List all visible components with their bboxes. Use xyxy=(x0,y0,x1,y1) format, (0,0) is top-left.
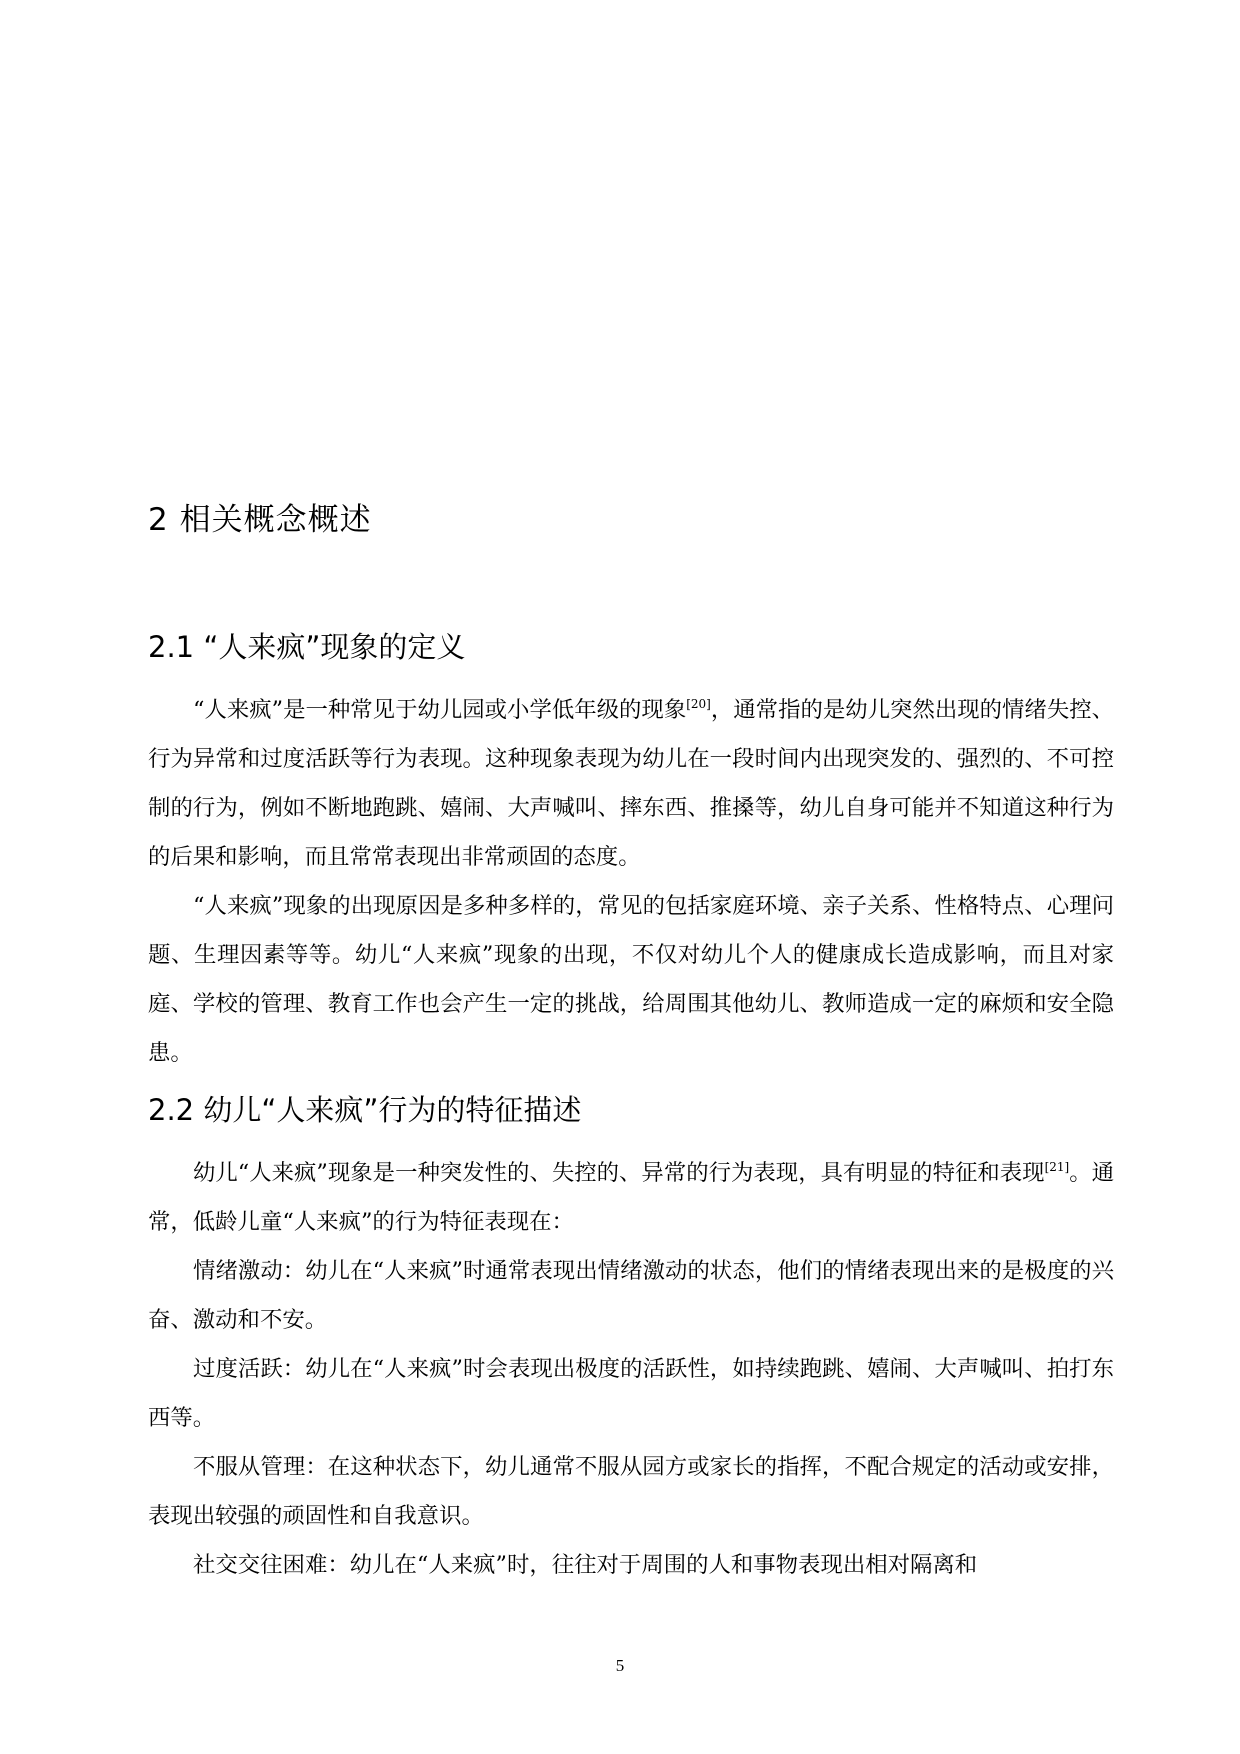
paragraph-text: ，通常指的是幼儿突然出现的情绪失控、行为异常和过度活跃等行为表现。这种现象表现为幼儿在一段时间内出现突发的、强烈的、不可控制的行为，例如不断地跑跳、嬉闹、大声喊叫、摔东西、推搡等，幼儿自身可能并不知道这种行为的后果和影响，而且常常表现出非常顽固的态度。 xyxy=(148,697,1115,870)
paragraph-noncompliance: 不服从管理：在这种状态下，幼儿通常不服从园方或家长的指挥，不配合规定的活动或安排，表现出较强的顽固性和自我意识。 xyxy=(148,1454,1114,1529)
paragraph-text: 幼儿“人来疯”现象是一种突发性的、失控的、异常的行为表现，具有明显的特征和表现 xyxy=(193,1160,1045,1186)
paragraph-text: “人来疯”是一种常见于幼儿园或小学低年级的现象 xyxy=(193,697,687,723)
paragraph-text: 。通常，低龄儿童“人来疯”的行为特征表现在： xyxy=(148,1160,1114,1235)
paragraph-hyperactivity: 过度活跃：幼儿在“人来疯”时会表现出极度的活跃性，如持续跑跳、嬉闹、大声喊叫、拍打东西等。 xyxy=(148,1356,1114,1431)
citation-ref: [21] xyxy=(1044,1160,1070,1174)
paragraph-characteristics-intro xyxy=(148,1149,1114,1247)
chapter-heading: 2 相关概念概述 xyxy=(148,502,372,538)
citation-ref: [20] xyxy=(686,697,711,711)
paragraph-emotional-agitation: 情绪激动：幼儿在“人来疯”时通常表现出情绪激动的状态，他们的情绪表现出来的是极度的兴奋、激动和不安。 xyxy=(148,1258,1114,1333)
page-number: 5 xyxy=(615,1656,625,1675)
section-heading-2-2: 2.2 幼儿“人来疯”行为的特征描述 xyxy=(148,1093,582,1127)
paragraph-social-difficulty: 社交交往困难：幼儿在“人来疯”时，往往对于周围的人和事物表现出相对隔离和 xyxy=(193,1552,978,1578)
paragraph-causes: “人来疯”现象的出现原因是多种多样的，常见的包括家庭环境、亲子关系、性格特点、心理问题、生理因素等等。幼儿“人来疯”现象的出现，不仅对幼儿个人的健康成长造成影响，而且对家庭、学校的管理、教育工作也会产生一定的挑战，给周围其他幼儿、教师造成一定的麻烦和安全隐患。 xyxy=(148,893,1114,1066)
section-heading-2-1: 2.1 “人来疯”现象的定义 xyxy=(148,630,466,664)
paragraph-definition xyxy=(148,686,1114,882)
